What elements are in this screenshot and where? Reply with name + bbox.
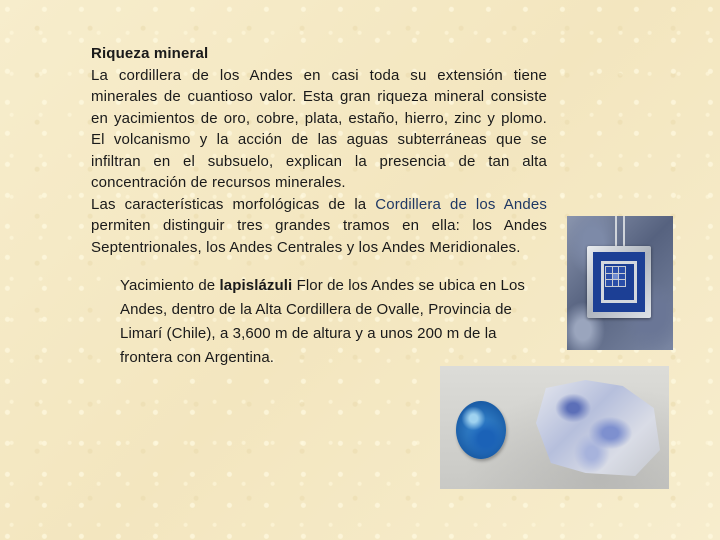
caption-text-end: Flor de los Andes se ubica en Los Andes, dentro de la Alta Cordillera de Ovalle, Provincia de Limarí (Chile), a 3,600 m de altura y a unos 200 m de la frontera con Argentina. (120, 277, 526, 366)
lapislazuli-pendant-photo (567, 216, 673, 350)
lapislazuli-stones-photo (440, 366, 669, 489)
paragraph-andes-sections (91, 194, 547, 259)
section-heading: Riqueza mineral (91, 45, 209, 62)
paragraph2-text-start: Las características morfológicas de la (91, 195, 376, 213)
paragraph-andes-minerals: La cordillera de los Andes en casi toda su extensión tiene minerales de cuantioso valor. Esta gran riqueza mineral consiste en yacimientos de oro, cobre, plata, estaño, hierro, zinc y plomo. El volcanismo y la acción de las aguas subterráneas que se infiltran en el subsuelo, explican la presencia de tan alta concentración de recursos minerales. (91, 66, 547, 191)
pendant-chain (615, 216, 625, 248)
main-text-block (91, 43, 547, 258)
lapislazuli-caption (120, 274, 552, 370)
pendant-center-grid (605, 266, 626, 287)
paragraph2-text-end: permiten distinguir tres grandes tramos en ella: los Andes Septentrionales, los Andes Centrales y los Andes Meridionales. (91, 217, 547, 256)
raw-lapis-rock (536, 378, 660, 478)
caption-text-start: Yacimiento de (120, 277, 220, 294)
pendant-frame (587, 246, 651, 318)
pendant-lapis-inlay (593, 252, 645, 312)
polished-lapis-cabochon (456, 401, 506, 459)
caption-lapislazuli: lapislázuli (219, 277, 293, 294)
highlight-cordillera: Cordillera de los Andes (375, 195, 547, 213)
